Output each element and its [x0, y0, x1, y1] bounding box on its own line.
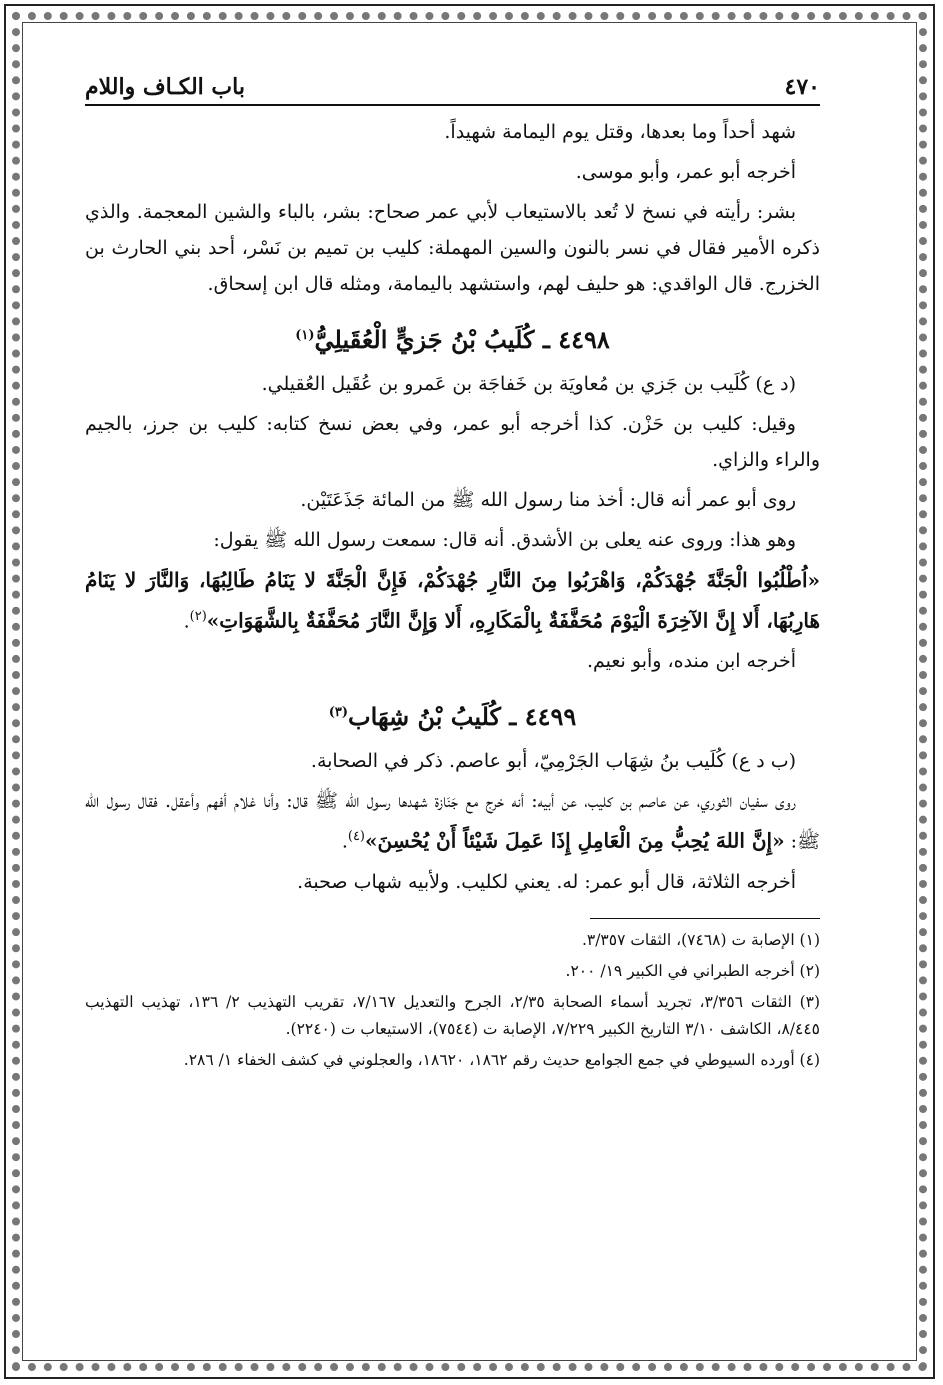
footnote-ref: (٤): [347, 829, 365, 845]
page-number: ٤٧٠: [784, 74, 820, 100]
hadith-text: «إِنَّ اللهَ يُحِبُّ مِنَ الْعَامِلِ إِذَا عَمِلَ شَيْئاً أَنْ يُحْسِنَ»: [365, 828, 785, 853]
footnote-ref: (٣): [328, 705, 349, 721]
paragraph: شهد أحداً وما بعدها، وقتل يوم اليمامة شهيداً.: [444, 121, 796, 143]
paragraph: أخرجه الثلاثة، قال أبو عمر: له. يعني لكليب. ولأبيه شهاب صحبة.: [297, 870, 796, 893]
paragraph: روى أبو عمر أنه قال: أخذ منا رسول الله ﷺ من المائة جَذَعَتَيْن.: [300, 489, 796, 511]
entry-title-text: ٤٤٩٨ ـ كُلَيبُ بْنُ جَزيٍّ الْعُقَيلِيُّ: [314, 325, 610, 354]
hadith-text: «اُطْلُبُوا الْجَنَّةَ جُهْدَكُمْ، وَاهْرَبُوا مِنَ النَّارِ جُهْدَكُمْ، فَإِنَّ الْجَنَّةَ لا يَنَامُ طَالِبُهَا، وَالنَّارَ لا يَنَامُ هَارِبُهَا، أَلا إِنَّ الآخِرَةَ الْيَوْمَ مُحَفَّفَةٌ بِالْمَكَارِهِ، أَلا وَإِنَّ النَّارَ مُحَفَّفَةٌ بِالشَّهَوَاتِ»: [85, 568, 820, 633]
paragraph: (ب د ع) كُلَيب بنُ شِهَاب الجَرْمِيّ، أبو عاصم. ذكر في الصحابة.: [310, 750, 796, 773]
entry-title-4498: [85, 316, 820, 360]
entry-title-4499: [85, 693, 820, 737]
paragraph: (د ع) كُلَيب بن جَزي بن مُعاويَة بن خَفاجَة بن عَمرو بن عُقَيل العُقيلي.: [261, 373, 796, 395]
paragraph: بشر: رأيته في نسخ لا تُعد بالاستيعاب لأبي عمر صحاح: بشر، بالباء والشين المعجمة. والذي ذكره الأمير فقال في نسر بالنون والسين المهملة: كليب بن تميم بن نَسْر، أحد بني الحارث بن الخزرج. قال الواقدي: هو حليف لهم، واستشهد باليمامة، ومثله قال ابن إسحاق.: [85, 201, 820, 295]
footnote-ref: (٢): [189, 609, 207, 624]
paragraph: أخرجه أبو عمر، وأبو موسى.: [575, 161, 796, 183]
page-header: [85, 60, 820, 106]
footnotes: [85, 927, 820, 1074]
paragraph: أخرجه ابن منده، وأبو نعيم.: [586, 650, 796, 673]
book-page: [85, 60, 820, 1330]
hadith-paragraph: «اُطْلُبُوا الْجَنَّةَ جُهْدَكُمْ، وَاهْرَبُوا مِنَ النَّارِ جُهْدَكُمْ، فَإِنَّ الْجَنَّةَ لا يَنَامُ طَالِبُهَا، وَالنَّارَ لا يَنَامُ هَارِبُهَا، أَلا إِنَّ الآخِرَةَ الْيَوْمَ مُحَفَّفَةٌ بِالْمَكَارِهِ، أَلا وَإِنَّ النَّارَ مُحَفَّفَةٌ بِالشَّهَوَاتِ»$^{(٢)}$.: [85, 568, 820, 633]
paragraph: وهو هذا: وروى عنه يعلى بن الأشدق. أنه قال: سمعت رسول الله ﷺ يقول:: [213, 529, 796, 551]
footnote: (٢) أخرجه الطبراني في الكبير ١٩/ ٢٠٠.: [565, 961, 820, 980]
footnote-ref: (١): [295, 328, 315, 343]
entry-title-text: ٤٤٩٩ ـ كُلَيبُ بْنُ شِهَاب: [348, 702, 577, 732]
paragraph-text: روى سفيان الثوري، عن عاصم بن كليب، عن أبيه: أنه خرج مع جَنَازة شهدها رسول الله ﷺ قال: وأنا غلام أفهم وأعقل. فقال رسول الله ﷺ:: [85, 790, 820, 853]
footnote-divider: [590, 918, 820, 919]
footnote: (١) الإصابة ت (٧٤٦٨)، الثقات ٣/٣٥٧.: [581, 930, 820, 949]
main-text: [85, 114, 820, 900]
paragraph: وقيل: كليب بن حَزْن. كذا أخرجه أبو عمر، وفي بعض نسخ كتابه: كليب بن جرز، بالجيم والراء والزاي.: [85, 413, 820, 471]
footnote: (٣) الثقات ٣/٣٥٦، تجريد أسماء الصحابة ٢/٣٥، الجرح والتعديل ٧/١٦٧، تقريب التهذيب ٢/ ١٣٦، تهذيب التهذيب ٨/٤٤٥، الكاشف ٣/١٠ التاريخ الكبير ٧/٢٢٩، الإصابة ت (٧٥٤٤)، الاستيعاب ت (٢٢٤٠).: [85, 992, 821, 1038]
chapter-title: باب الكـاف واللام: [85, 74, 245, 100]
paragraph: روى سفيان الثوري، عن عاصم بن كليب، عن أبيه: أنه خرج مع جَنَازة شهدها رسول الله ﷺ قال: وأنا غلام أفهم وأعقل. فقال رسول الله ﷺ: «إِنَّ اللهَ يُحِبُّ مِنَ الْعَامِلِ إِذَا عَمِلَ شَيْئاً أَنْ يُحْسِنَ»$^{(٤)}$.: [85, 790, 820, 853]
footnote: (٤) أورده السيوطي في جمع الجوامع حديث رقم ١٨٦٢، ١٨٦٢٠، والعجلوني في كشف الخفاء ١/ ٢٨٦.: [183, 1050, 820, 1069]
